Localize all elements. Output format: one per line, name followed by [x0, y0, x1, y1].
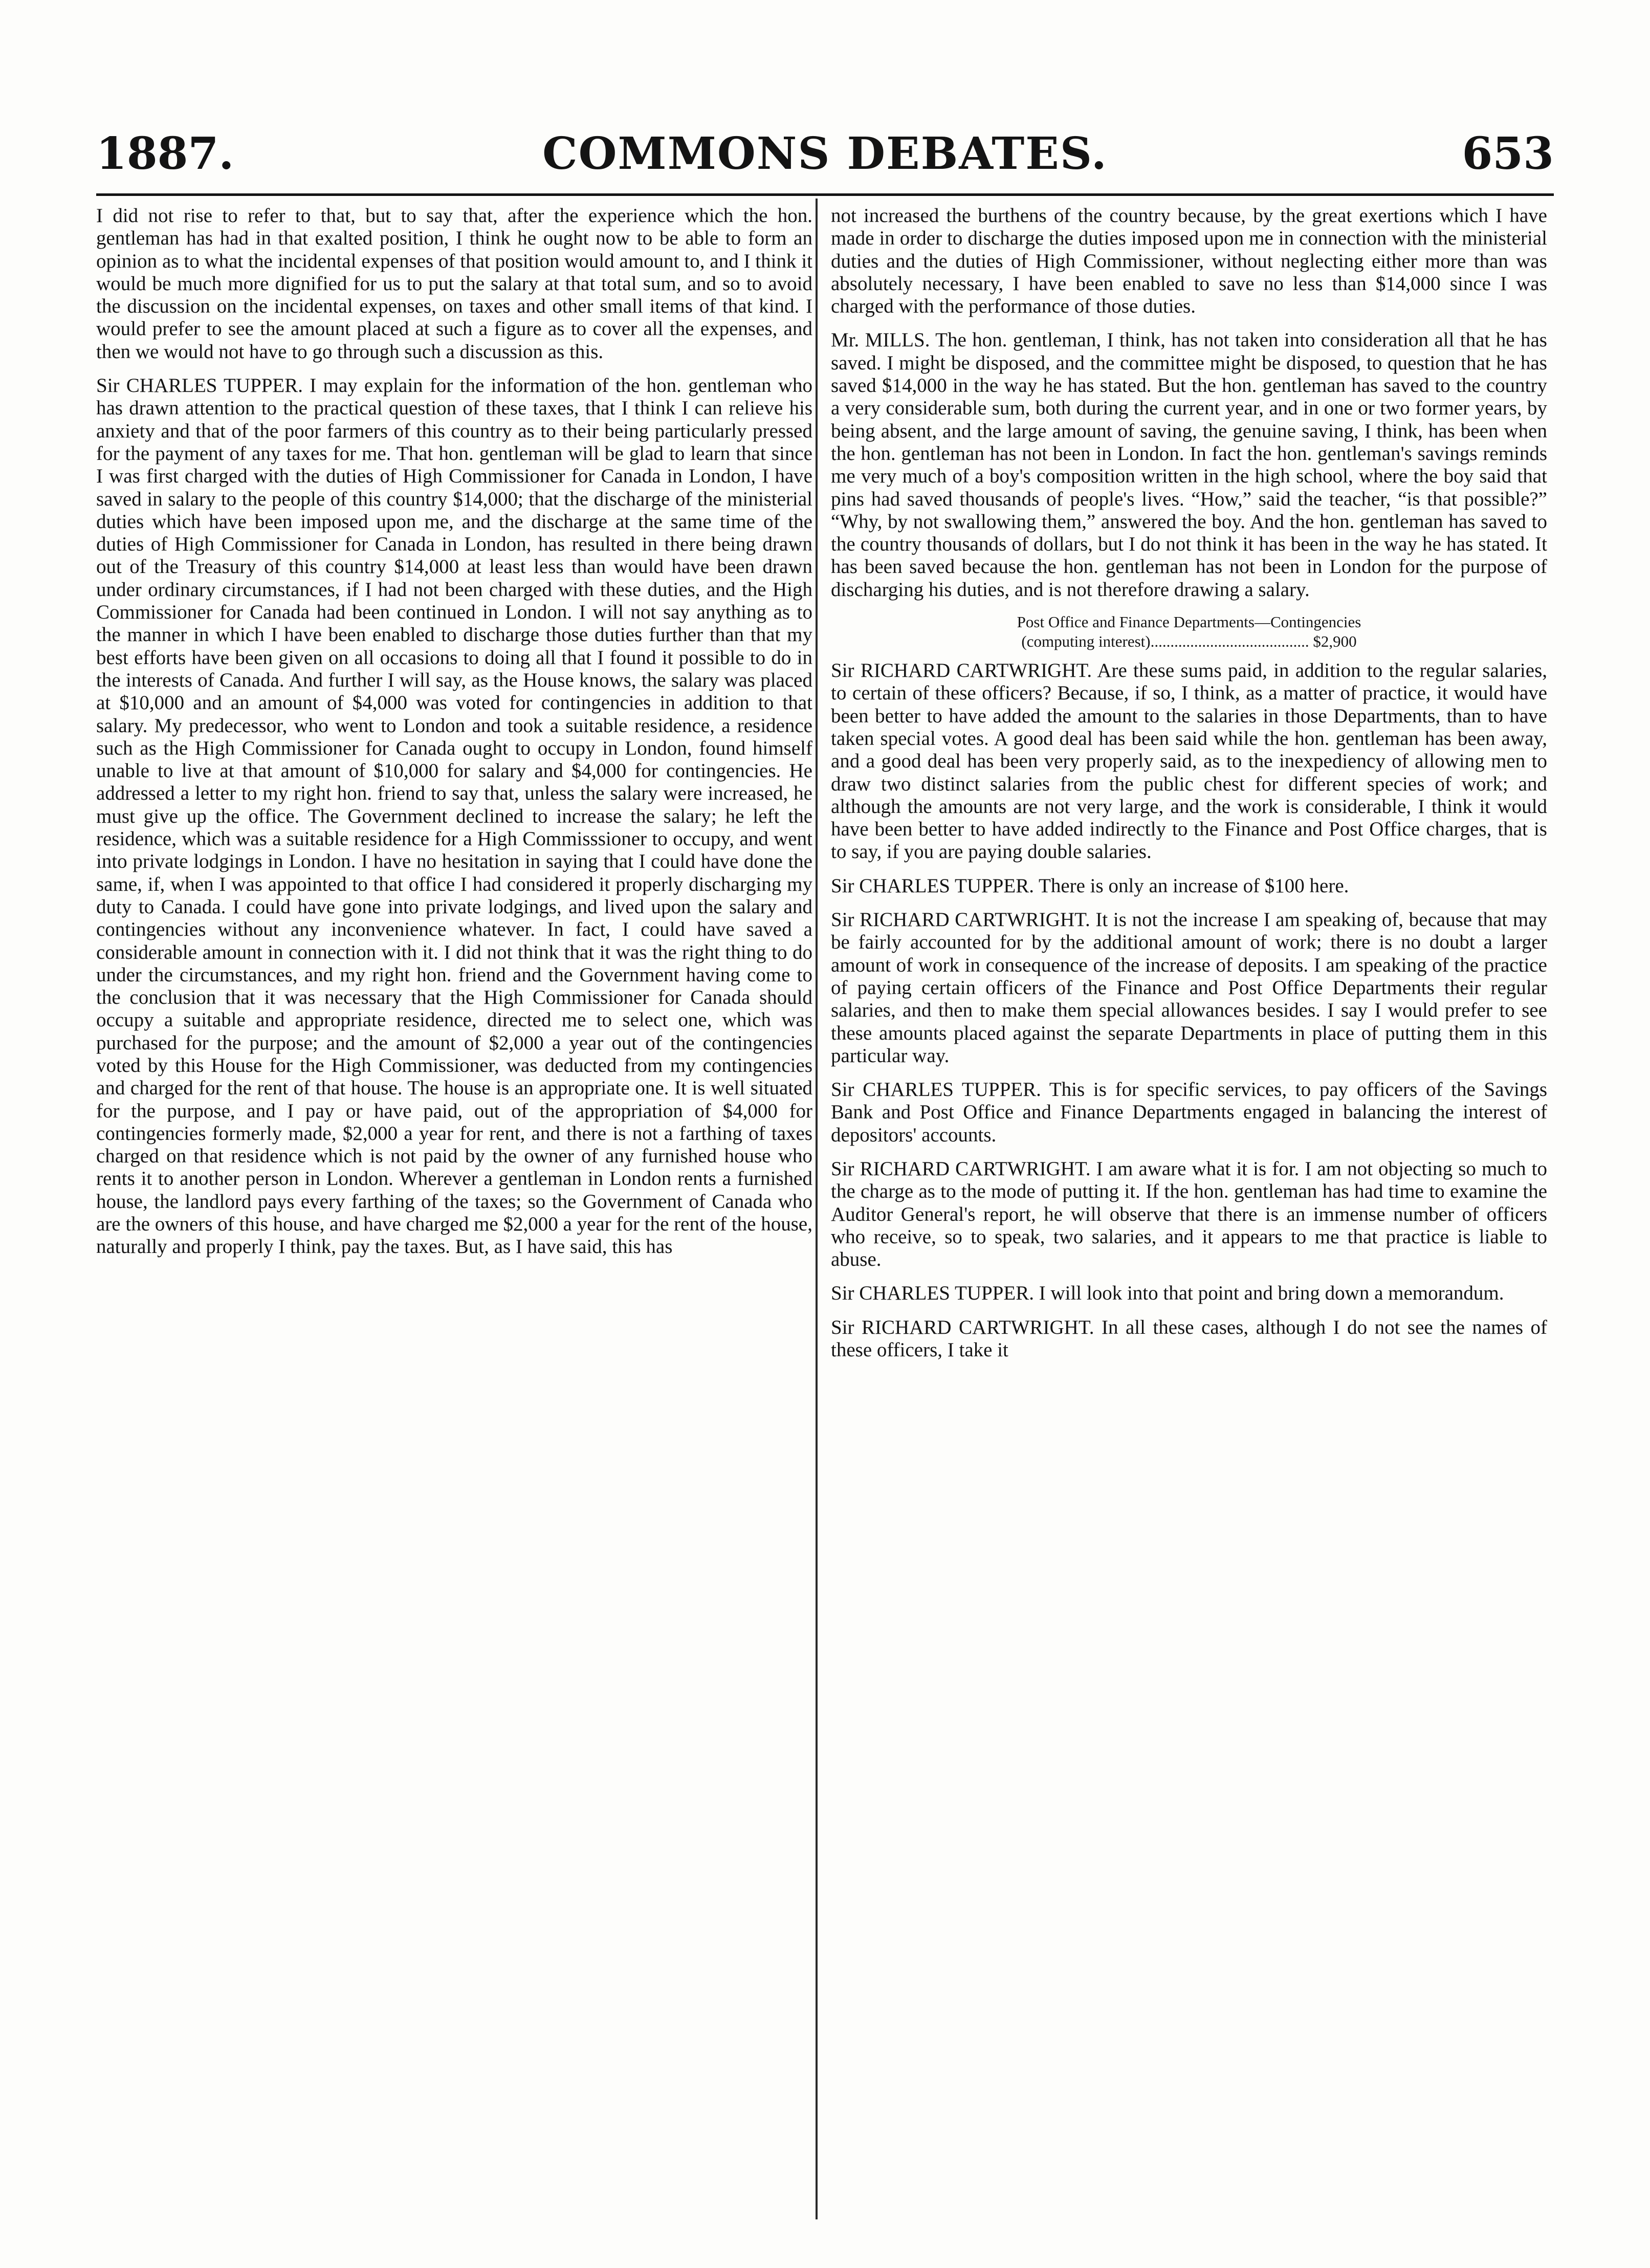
- right-paragraph-4: Sir CHARLES TUPPER. There is only an increase of $100 here.: [831, 874, 1349, 897]
- right-paragraph-8: Sir CHARLES TUPPER. I will look into that point and bring down a memorandum.: [831, 1282, 1504, 1305]
- right-paragraph-2: Mr. MILLS. The hon. gentleman, I think, has not taken into consideration all that he has saved. I might be disposed, and the committee might be disposed, to question that he has saved $14,000 in the way he has stated. But the hon. gentleman has saved to the country a very considerable sum, both during the current year, and in one or two former years, by being absent, and the large amount of saving, the genuine saving, I think, has been when the hon. gentleman has not been in London. In fact the hon. gentleman's savings reminds me very much of a boy's composition written in the high school, where the boy said that pins had saved thousands of people's lives. “How,” said the teacher, “is that possible?” “Why, by not swallowing them,” answered the boy. And the hon. gentleman has saved to the country thousands of dollars, but I do not think it has been in the way he has stated. It has been saved because the hon. gentleman has not been in London for the purpose of discharging his duties, and is not therefore drawing a salary.: [831, 329, 1547, 601]
- left-column: [96, 205, 812, 2210]
- supply-item-detail: (computing interest)........................................: [1021, 632, 1309, 651]
- header-year: 1887.: [96, 128, 234, 180]
- supply-item-title: Post Office and Finance Departments—Contingencies: [1017, 613, 1361, 631]
- left-paragraph-1: I did not rise to refer to that, but to say that, after the experience which the hon. gentleman has had in that exalted position, I think he ought now to be able to form an opinion as to what the incidental expenses of that position would amount to, and I think it would be much more dignified for us to put the salary at that total sum, and so to avoid the discussion on the incidental expenses, on taxes and other small items of that kind. I would prefer to see the amount placed at such a figure as to cover all the expenses, and then we would not have to go through such a discussion as this.: [96, 205, 812, 363]
- right-paragraph-5: Sir RICHARD CARTWRIGHT. It is not the increase I am speaking of, because that may be fairly accounted for by the additional amount of work; there is no doubt a larger amount of work in consequence of the increase of deposits. I am speaking of the practice of paying certain officers of the Finance and Post Office Departments their regular salaries, and then to make them special allowances besides. I say I would prefer to see these amounts placed against the separate Departments in place of putting them in this particular way.: [831, 909, 1547, 1067]
- right-paragraph-7: Sir RICHARD CARTWRIGHT. I am aware what it is for. I am not objecting so much to the charge as to the mode of putting it. If the hon. gentleman has had time to examine the Auditor General's report, he will observe that there is an immense number of officers who receive, so to speak, two salaries, and it appears to me that practice is liable to abuse.: [831, 1157, 1547, 1271]
- header-rule: [96, 193, 1554, 196]
- right-paragraph-9: Sir RICHARD CARTWRIGHT. In all these cases, although I do not see the names of these officers, I take it: [831, 1316, 1547, 1361]
- right-column: [831, 205, 1547, 2210]
- right-paragraph-3: Sir RICHARD CARTWRIGHT. Are these sums paid, in addition to the regular salaries, to certain of these officers? Because, if so, I think, as a matter of practice, it would have been better to have added the amount to the salaries in those Departments, than to have taken special votes. A good deal has been said while the hon. gentleman has been away, and a good deal has been very properly said, as to the inexpediency of allowing men to draw two distinct salaries from the public chest for different species of work; and although the amounts are not very large, and the work is considerable, I think it would have been better to have added indirectly to the Finance and Post Office charges, that is to say, if you are paying double salaries.: [831, 659, 1547, 863]
- column-divider: [816, 199, 818, 2219]
- header-title: COMMONS DEBATES.: [542, 128, 1108, 180]
- supply-item-amount: $2,900: [1313, 632, 1357, 651]
- right-paragraph-6: Sir CHARLES TUPPER. This is for specific services, to pay officers of the Savings Bank and Post Office and Finance Departments engaged in balancing the interest of depositors' accounts.: [831, 1078, 1547, 1146]
- left-paragraph-2: Sir CHARLES TUPPER. I may explain for the information of the hon. gentleman who has drawn attention to the practical question of these taxes, that I think I can relieve his anxiety and that of the poor farmers of this country as to their being particularly pressed for the payment of any taxes for me. That hon. gentleman will be glad to learn that since I was first charged with the duties of High Commissioner for Canada in London, I have saved in salary to the people of this country $14,000; that the discharge of the ministerial duties which have been imposed upon me, and the discharge at the same time of the duties of High Commissioner for Canada in London, has resulted in there being drawn out of the Treasury of this country $14,000 at least less than would have been drawn under ordinary circumstances, if I had not been charged with these duties, and the High Commissioner for Canada had been continued in London. I will not say anything as to the manner in which I have been enabled to discharge those duties further than that my best efforts have been given on all occasions to doing all that I found it possible to do in the interests of Canada. And further I will say, as the House knows, the salary was placed at $10,000 and an amount of $4,000 was voted for contingencies in addition to that salary. My predecessor, who went to London and took a suitable residence, a residence such as the High Commissioner for Canada ought to occupy in London, found himself unable to live at that amount of $10,000 for salary and $4,000 for contingencies. He addressed a letter to my right hon. friend to say that, unless the salary were increased, he must give up the office. The Government declined to increase the salary; he left the residence, which was a suitable residence for a High Commisssioner to occupy, and went into private lodgings in London. I have no hesitation in saying that I could have done the same, if, when I was appointed to that office I had considered it properly discharging my duty to Canada. I could have gone into private lodgings, and lived upon the salary and contingencies without any inconvenience whatever. In fact, I could have saved a considerable amount in connection with it. I did not think that it was the right thing to do under the circumstances, and my right hon. friend and the Government having come to the conclusion that it was necessary that the High Commissioner for Canada should occupy a suitable and appropriate residence, directed me to select one, which was purchased for the purpose; and the amount of $2,000 a year out of the contingencies voted by this House for the High Commissioner, was deducted from my contingencies and charged for the rent of that house. The house is an appropriate one. It is well situated for the purpose, and I pay or have paid, out of the appropriation of $4,000 for contingencies formerly made, $2,000 a year for rent, and there is not a farthing of taxes charged on that residence which is not paid by the owner of any furnished house who rents it to another person in London. Wherever a gentleman in London rents a furnished house, the landlord pays every farthing of the taxes; so the Government of Canada who are the owners of this house, and have charged me $2,000 a year for the rent of the house, naturally and properly I think, pay the taxes. But, as I have said, this has: [96, 375, 812, 1258]
- supply-item: [831, 612, 1547, 651]
- right-paragraph-1: not increased the burthens of the country because, by the great exertions which I have made in order to discharge the duties imposed upon me in connection with the ministerial duties and the duties of High Commissioner, without neglecting either more than was absolutely necessary, I have been enabled to save no less than $14,000 since I was charged with the performance of those duties.: [831, 205, 1547, 318]
- header-page-number: 653: [1462, 128, 1554, 180]
- page-header: [96, 128, 1554, 189]
- supply-item-subtitle: [831, 632, 1547, 651]
